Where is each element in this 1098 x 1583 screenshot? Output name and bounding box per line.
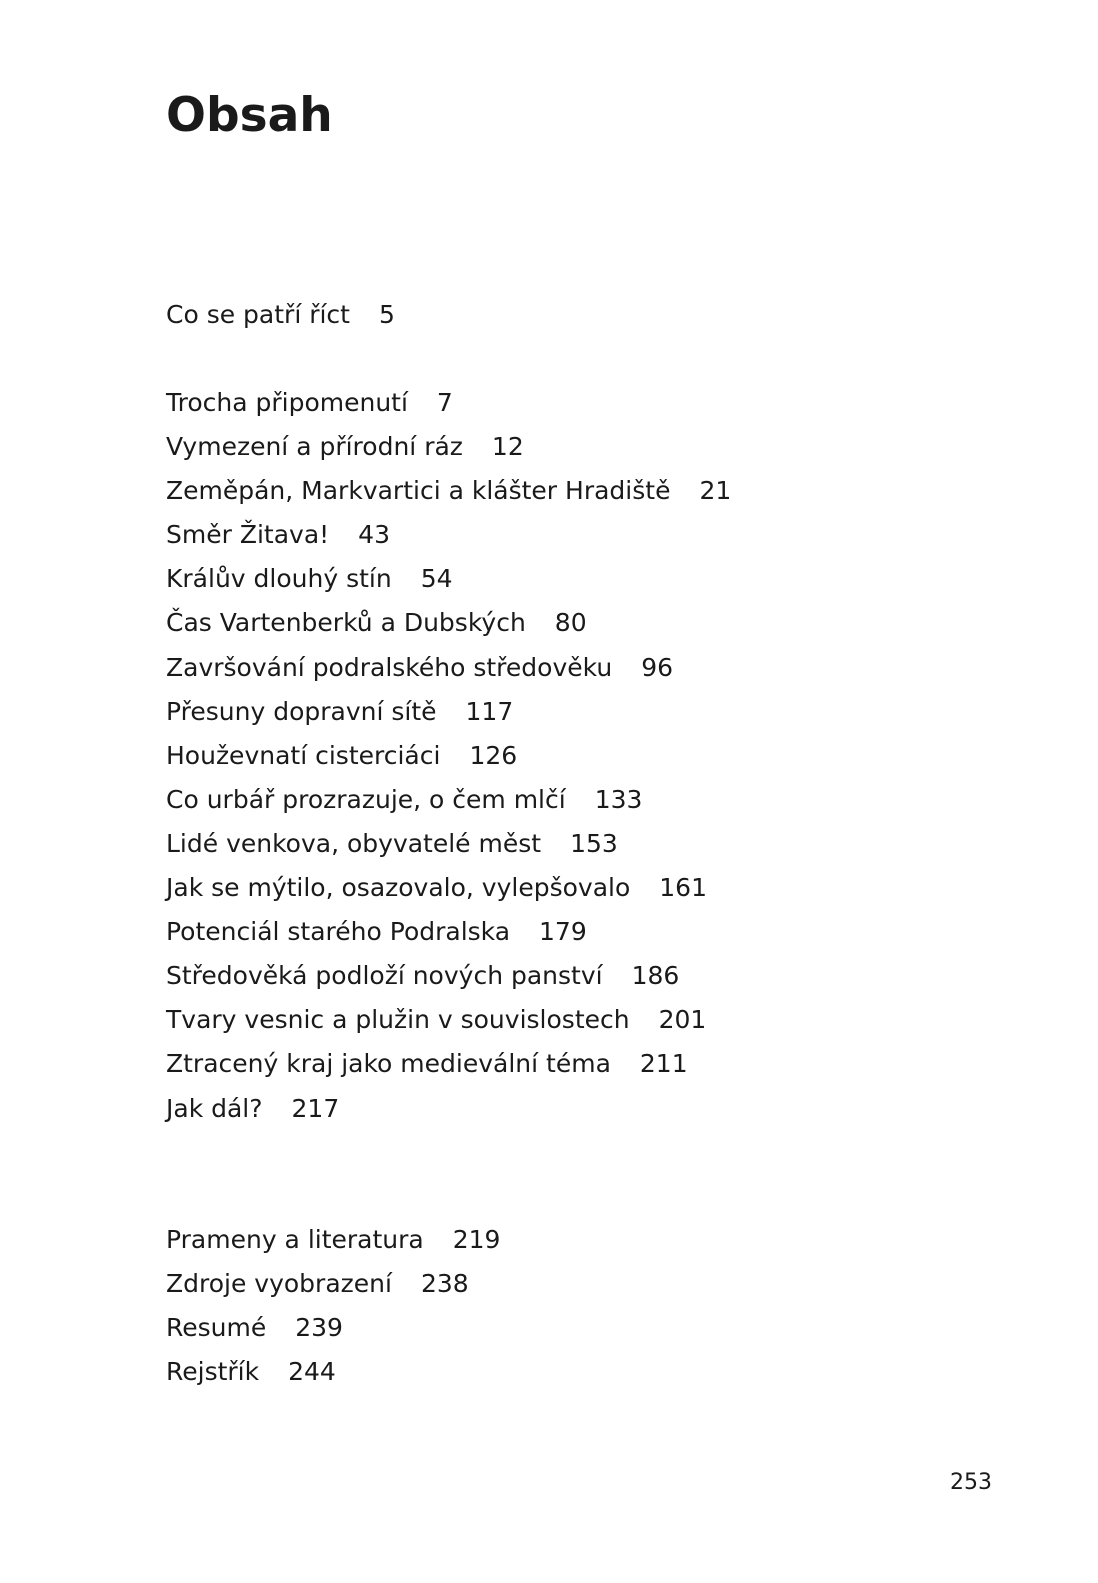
- toc-entry-page: 244: [288, 1357, 336, 1387]
- toc-entry-title: Trocha připomenutí: [166, 388, 408, 417]
- toc-entry[interactable]: [166, 734, 731, 778]
- toc-entry-title: Jak dál?: [166, 1093, 263, 1123]
- toc-entry-title: Přesuny dopravní sítě: [166, 696, 437, 726]
- toc-entry-page: 5: [378, 300, 395, 329]
- toc-entry[interactable]: [166, 601, 731, 645]
- toc-entry[interactable]: [166, 646, 731, 690]
- toc-entry[interactable]: [166, 1218, 500, 1262]
- toc-entry[interactable]: [166, 822, 731, 866]
- toc-entry-title: Zdroje vyobrazení: [166, 1269, 392, 1299]
- toc-entry-title: Králův dlouhý stín: [166, 564, 392, 594]
- toc-entry-page: 238: [420, 1269, 469, 1299]
- toc-entry[interactable]: [166, 557, 731, 601]
- toc-entry-title: Završování podralského středověku: [166, 652, 613, 682]
- toc-entry-title: Potenciál starého Podralska: [166, 917, 511, 947]
- toc-entry-page: 239: [295, 1313, 343, 1343]
- toc-entry-title: Čas Vartenberků a Dubských: [166, 608, 526, 638]
- toc-entry-page: 7: [436, 388, 453, 417]
- toc-group-intro: [166, 293, 395, 337]
- toc-entry-page: 211: [639, 1049, 688, 1079]
- toc-entry-page: 21: [699, 476, 732, 506]
- toc-entry-title: Houževnatí cisterciáci: [166, 740, 441, 770]
- toc-entry[interactable]: [166, 1262, 500, 1306]
- toc-entry-title: Co urbář prozrazuje, o čem mlčí: [166, 784, 566, 814]
- toc-entry-title: Tvary vesnic a plužin v souvislostech: [166, 1005, 630, 1035]
- toc-entry[interactable]: [166, 1087, 731, 1131]
- toc-entry-page: 217: [291, 1093, 340, 1123]
- toc-entry[interactable]: [166, 425, 731, 469]
- toc-entry-title: Prameny a literatura: [166, 1225, 424, 1254]
- page-title: Obsah: [166, 88, 333, 143]
- toc-entry-page: 43: [358, 520, 390, 550]
- toc-entry-page: 12: [491, 432, 524, 462]
- toc-entry-page: 133: [594, 784, 643, 814]
- toc-entry[interactable]: [166, 778, 731, 822]
- toc-entry-title: Resumé: [166, 1313, 267, 1343]
- toc-entry-page: 117: [465, 696, 514, 726]
- toc-entry-title: Směr Žitava!: [166, 520, 330, 550]
- toc-entry-title: Rejstřík: [166, 1357, 260, 1387]
- toc-entry[interactable]: [166, 469, 731, 513]
- toc-entry[interactable]: [166, 1042, 731, 1086]
- toc-entry-title: Lidé venkova, obyvatelé měst: [166, 828, 542, 858]
- toc-entry-page: 153: [570, 828, 618, 858]
- toc-group-chapters: [166, 381, 731, 1131]
- page-number: 253: [950, 1470, 992, 1495]
- toc-entry[interactable]: [166, 866, 731, 910]
- toc-entry[interactable]: [166, 381, 731, 425]
- toc-entry-title: Středověká podloží nových panství: [166, 961, 603, 991]
- toc-entry[interactable]: [166, 513, 731, 557]
- toc-entry-page: 186: [631, 961, 680, 991]
- toc-entry[interactable]: [166, 910, 731, 954]
- toc-entry-page: 96: [641, 652, 673, 682]
- toc-entry-title: Jak se mýtilo, osazovalo, vylepšovalo: [166, 873, 631, 903]
- toc-entry-page: 161: [659, 873, 707, 903]
- toc-entry-title: Zeměpán, Markvartici a klášter Hradiště: [166, 476, 671, 506]
- toc-entry-page: 80: [554, 608, 587, 638]
- toc-entry-page: 126: [469, 740, 518, 770]
- toc-entry-page: 201: [658, 1005, 707, 1035]
- toc-entry[interactable]: [166, 690, 731, 734]
- toc-entry[interactable]: [166, 293, 395, 337]
- toc-entry-page: 179: [539, 917, 587, 947]
- toc-entry-title: Ztracený kraj jako medievální téma: [166, 1049, 611, 1079]
- toc-entry[interactable]: [166, 1350, 500, 1394]
- toc-entry-page: 219: [452, 1225, 501, 1254]
- toc-entry-page: 54: [420, 564, 453, 594]
- toc-entry-title: Vymezení a přírodní ráz: [166, 432, 463, 462]
- toc-entry-title: Co se patří říct: [166, 300, 350, 329]
- toc-entry[interactable]: [166, 954, 731, 998]
- toc-group-appendix: [166, 1218, 500, 1394]
- toc-entry[interactable]: [166, 1306, 500, 1350]
- toc-entry[interactable]: [166, 998, 731, 1042]
